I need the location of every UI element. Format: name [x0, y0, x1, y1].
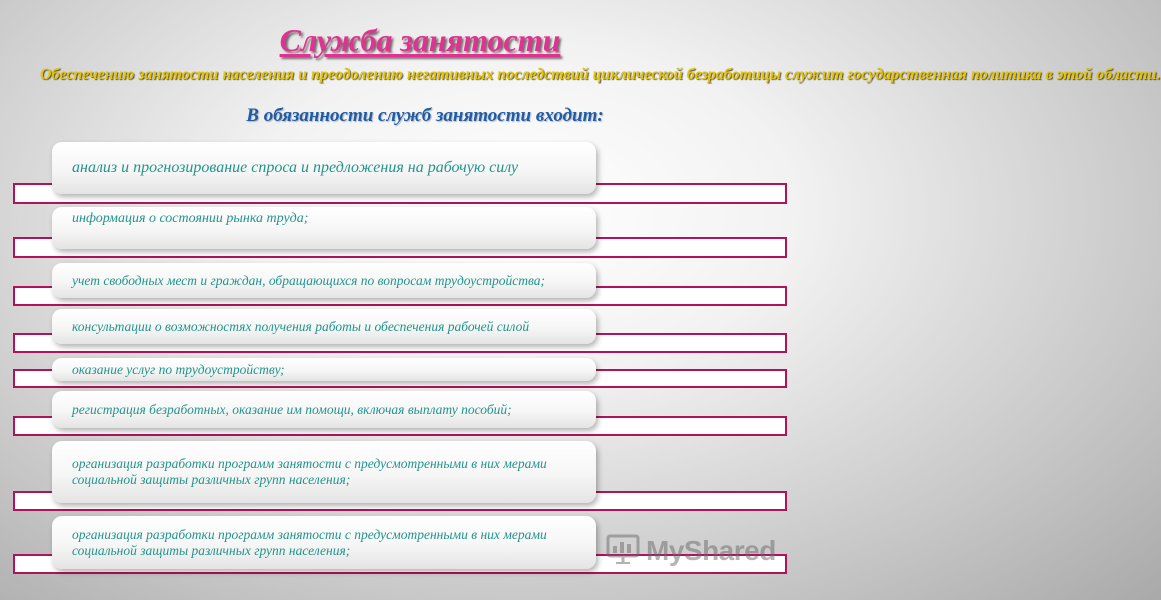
duty-item-text: учет свободных мест и граждан, обращающихся по вопросам трудоустройства;: [72, 272, 546, 288]
duty-item-text: регистрация безработных, оказание им помощи, включая выплату пособий;: [72, 401, 512, 417]
slide-title: Служба занятости: [279, 22, 561, 58]
duty-item-text: консультации о возможностях получения работы и обеспечения рабочей силой: [72, 318, 530, 334]
duty-item: [52, 207, 596, 249]
duty-item: [52, 263, 596, 298]
duty-item-text: организация разработки программ занятости с предусмотренными в них мерами социальной защиты различных групп населения;: [72, 456, 547, 487]
duty-item-text: организация разработки программ занятости с предусмотренными в них мерами социальной защиты различных групп населения;: [72, 526, 547, 558]
duty-item: [52, 142, 596, 194]
duty-item: [52, 309, 596, 344]
duty-item: [52, 441, 596, 503]
presentation-screen-icon: [606, 534, 640, 569]
slide-subtitle: Обеспечению занятости населения и преодолению негативных последствий циклической безработицы служит государственная политика в этой области.: [40, 66, 1161, 83]
duty-item: [52, 516, 596, 569]
duty-item-text: анализ и прогнозирование спроса и предложения на рабочую силу: [72, 158, 519, 176]
myshared-logo-text: MyShared: [646, 535, 776, 566]
duty-item: [52, 358, 596, 381]
duty-item: [52, 391, 596, 428]
duties-heading: В обязанности служб занятости входит:: [246, 105, 604, 126]
myshared-logo: [606, 533, 776, 569]
duty-item-text: оказание услуг по трудоустройству;: [72, 361, 285, 377]
duty-item-text: информация о состоянии рынка труда;: [72, 211, 309, 226]
